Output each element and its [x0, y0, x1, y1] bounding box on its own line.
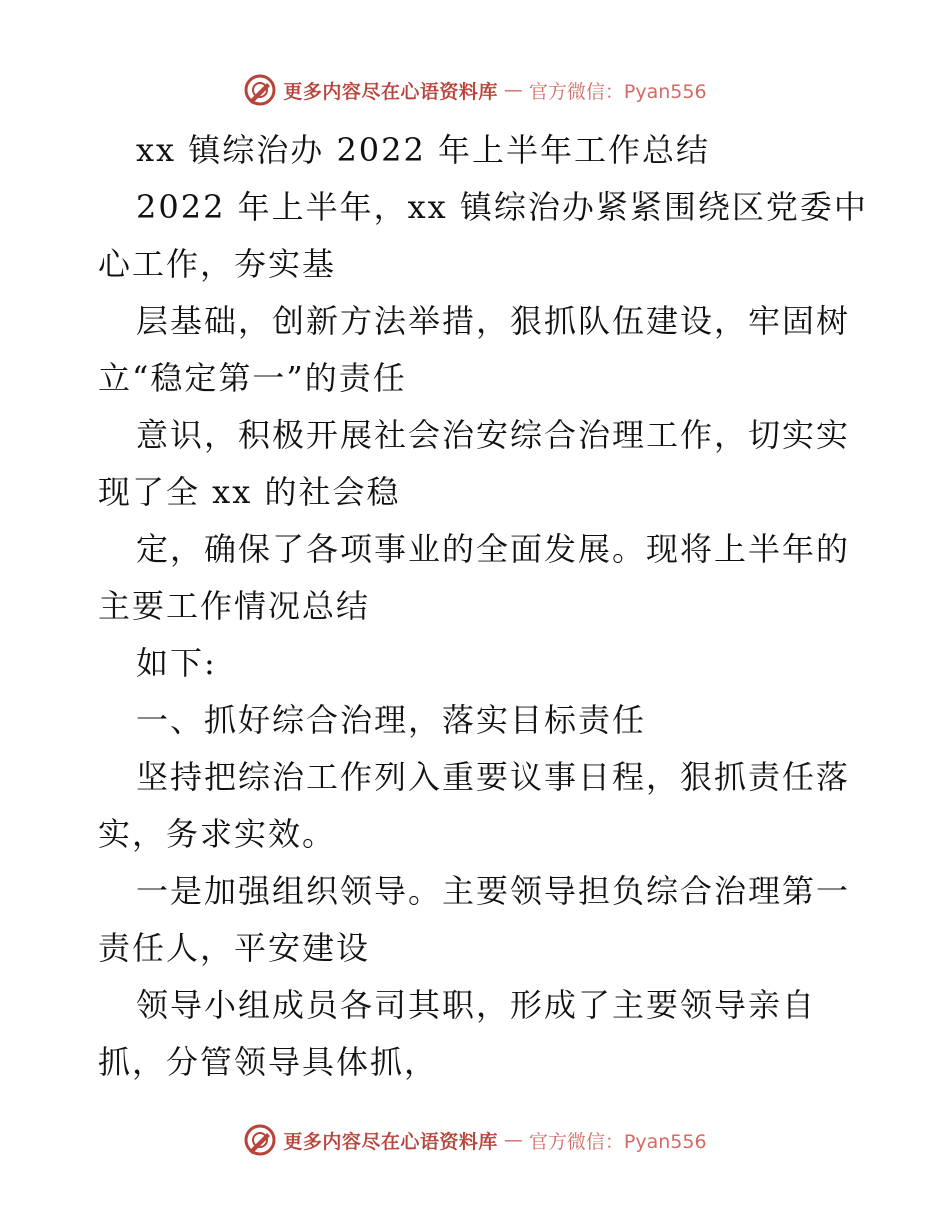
- paragraph-line: 实，务求实效。: [98, 815, 337, 853]
- paragraph-line: 心工作，夯实基: [98, 245, 337, 283]
- paragraph-line: 定，确保了各项事业的全面发展。现将上半年的: [136, 530, 851, 568]
- watermark-footer: [0, 1122, 950, 1158]
- pen-logo-icon: [243, 1123, 277, 1157]
- paragraph-line: 主要工作情况总结: [98, 587, 371, 625]
- watermark-text: 更多内容尽在心语资料库: [283, 1130, 498, 1153]
- document-body: [98, 122, 868, 1091]
- paragraph-line: 抓，分管领导具体抓，: [98, 1043, 439, 1081]
- document-title: xx 镇综治办 2022 年上半年工作总结: [136, 131, 711, 169]
- watermark-dash: —: [503, 79, 523, 101]
- paragraph-line: 层基础，创新方法举措，狠抓队伍建设，牢固树: [136, 302, 851, 340]
- paragraph-line: 意识，积极开展社会治安综合治理工作，切实实: [136, 416, 851, 454]
- watermark-header: [0, 72, 950, 108]
- paragraph-line: 2022 年上半年，xx 镇综治办紧紧围绕区党委中: [136, 188, 868, 226]
- watermark-contact: 官方微信：Pyan556: [528, 1130, 707, 1153]
- paragraph-line: 立“稳定第一”的责任: [98, 359, 407, 397]
- paragraph-line: 一是加强组织领导。主要领导担负综合治理第一: [136, 872, 851, 910]
- paragraph-line: 责任人，平安建设: [98, 929, 371, 967]
- section-heading: 一、抓好综合治理，落实目标责任: [136, 701, 647, 739]
- watermark-dash: —: [503, 1129, 523, 1151]
- paragraph-line: 如下:: [136, 644, 217, 682]
- watermark-text: 更多内容尽在心语资料库: [283, 80, 498, 103]
- watermark-contact: 官方微信：Pyan556: [528, 80, 707, 103]
- paragraph-line: 现了全 xx 的社会稳: [98, 473, 401, 511]
- paragraph-line: 领导小组成员各司其职，形成了主要领导亲自: [136, 986, 817, 1024]
- pen-logo-icon: [243, 73, 277, 107]
- paragraph-line: 坚持把综治工作列入重要议事日程，狠抓责任落: [136, 758, 851, 796]
